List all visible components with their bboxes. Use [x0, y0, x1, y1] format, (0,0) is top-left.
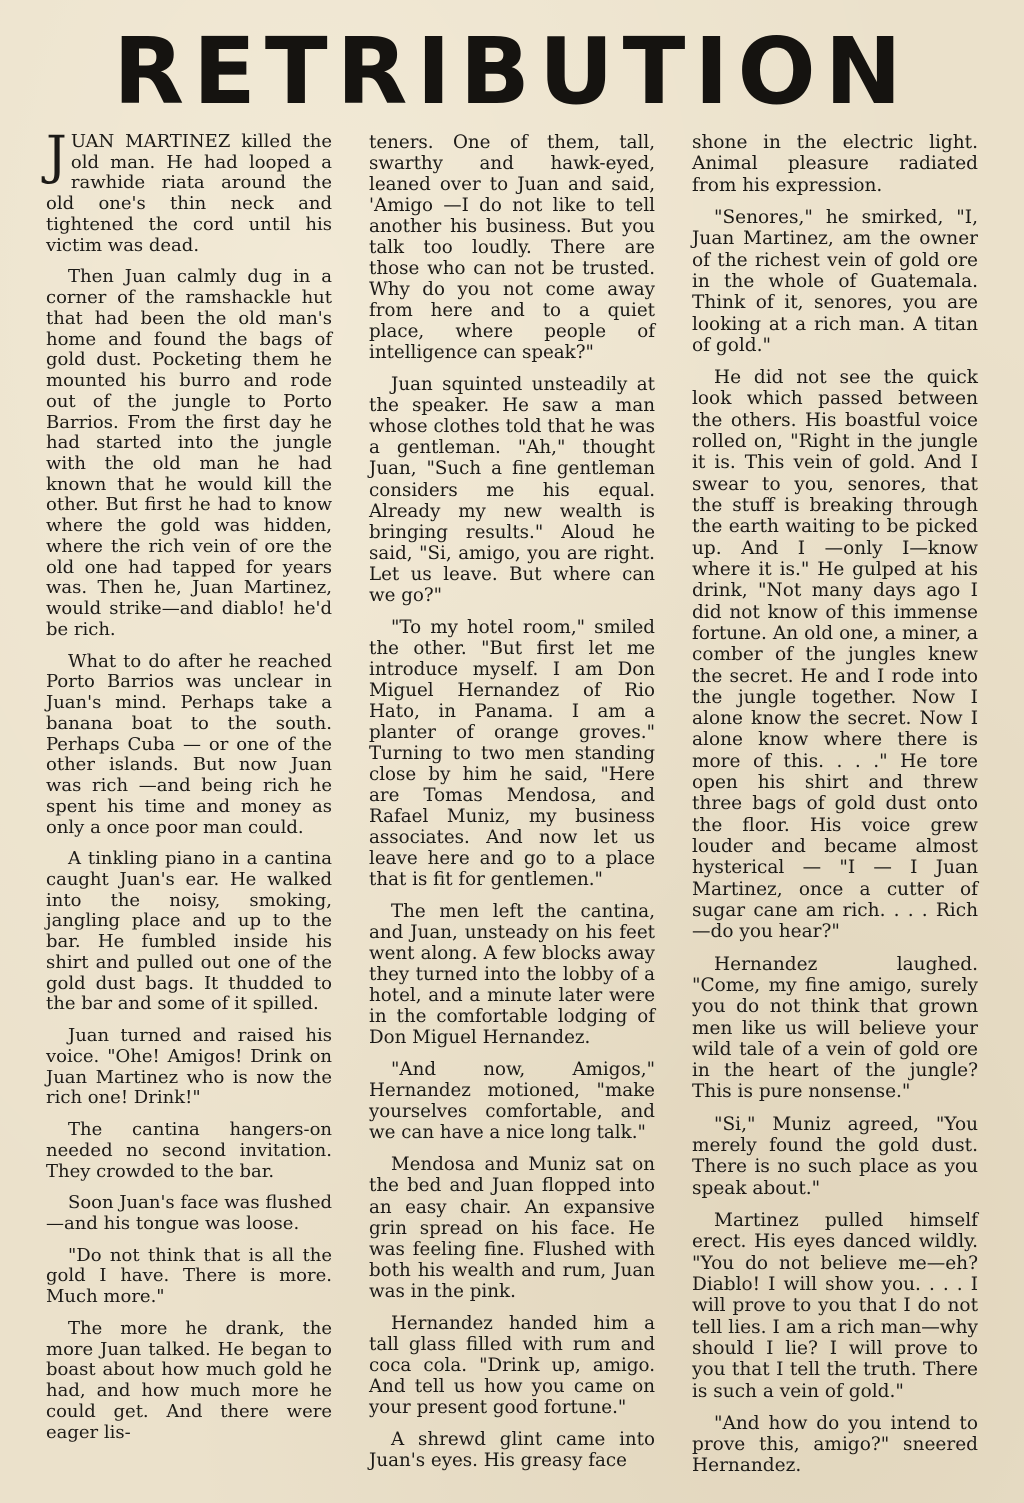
paragraph: "And now, Amigos," Hernandez motioned, "make yourselves comfortable, and we can have a nice long talk." [369, 1059, 655, 1144]
paragraph: He did not see the quick look which passed between the others. His boastful voice rolled on, "Right in the jungle it is. This vein of gold. And I swear to you, senores, that the stuff is breaking through the earth waiting to be picked up. And I —only I—know where it is." He gulped at his drink, "Not many days ago I did not know of this immense fortune. An old one, a miner, a comber of the jungles knew the secret. He and I rode into the jungle together. Now I alone know the secret. Now I alone know where there is more of this. . . ." He tore open his shirt and threw three bags of gold dust onto the floor. His voice grew louder and became almost hysterical — "I — I Juan Martinez, once a cutter of sugar cane am rich. . . . Rich—do you hear?" [692, 367, 978, 943]
paragraph: What to do after he reached Porto Barrios was unclear in Juan's mind. Perhaps take a banana boat to the south. Perhaps Cuba — or one of the other islands. But now Juan was rich —and being rich he spent his time and money as only a once poor man could. [46, 650, 332, 838]
paragraph: A tinkling piano in a cantina caught Juan's ear. He walked into the noisy, smoking, jangling place and up to the bar. He fumbled inside his shirt and pulled out one of the gold dust bags. It thudded to the bar and some of it spilled. [46, 848, 332, 1015]
paragraph: "Si," Muniz agreed, "You merely found the gold dust. There is no such place as you speak about." [692, 1113, 978, 1199]
paragraph: Hernandez handed him a tall glass filled with rum and coca cola. "Drink up, amigo. And tell us how you came on your present good fortune." [369, 1312, 655, 1418]
paragraph: Soon Juan's face was flushed —and his tongue was loose. [46, 1192, 332, 1234]
paragraph: A shrewd glint came into Juan's eyes. His greasy face [369, 1428, 655, 1471]
paragraph: Juan squinted unsteadily at the speaker. He saw a man whose clothes told that he was a gentleman. "Ah," thought Juan, "Such a fine gentleman considers me his equal. Already my new wealth is bringing results." Aloud he said, "Si, amigo, you are right. Let us leave. But where can we go?" [369, 374, 655, 606]
paragraph: Hernandez laughed. "Come, my fine amigo, surely you do not think that grown men like us will believe your wild tale of a vein of gold ore in the heart of the jungle? This is pure nonsense." [692, 953, 978, 1103]
paragraph: "And how do you intend to prove this, amigo?" sneered Hernandez. [692, 1412, 978, 1477]
paragraph: "Do not think that is all the gold I have. There is more. Much more." [46, 1244, 332, 1308]
paragraph: The more he drank, the more Juan talked. He began to boast about how much gold he had, and how much more he could get. And there were eager lis- [46, 1317, 332, 1443]
text-column-2 [369, 132, 655, 1482]
text-column-3 [692, 132, 978, 1488]
paragraph: The men left the cantina, and Juan, unsteady on his feet went along. A few blocks away they turned into the lobby of a hotel, and a minute later were in the comfortable lodging of Don Miguel Hernandez. [369, 901, 655, 1049]
paragraph: Juan turned and raised his voice. "Ohe! Amigos! Drink on Juan Martinez who is now the rich one! Drink!" [46, 1025, 332, 1109]
paragraph [46, 126, 332, 256]
paragraph: The cantina hangers-on needed no second invitation. They crowded to the bar. [46, 1119, 332, 1182]
story-title: RETRIBUTION [113, 18, 911, 125]
paragraph: shone in the electric light. Animal pleasure radiated from his expression. [692, 132, 978, 196]
paragraph: Mendosa and Muniz sat on the bed and Juan flopped into an easy chair. An expansive grin spread on his face. He was feeling fine. Flushed with both his wealth and rum, Juan was in the pink. [369, 1154, 655, 1302]
text-column-1 [46, 126, 332, 1454]
paragraph: "To my hotel room," smiled the other. "But first let me introduce myself. I am Don Miguel Hernandez of Rio Hato, in Panama. I am a planter of orange groves." Turning to two men standing close by him he said, "Here are Tomas Mendosa, and Rafael Muniz, my business associates. And now let us leave here and go to a place that is fit for gentlemen." [369, 616, 655, 891]
paragraph: "Senores," he smirked, "I, Juan Martinez, am the owner of the richest vein of gold ore in the whole of Guatemala. Think of it, senores, you are looking at a rich man. A titan of gold." [692, 206, 978, 356]
paragraph: teners. One of them, tall, swarthy and hawk-eyed, leaned over to Juan and said, 'Amigo —I do not like to tell another his business. But you talk too loudly. There are those who can not be trusted. Why do you not come away from here and to a quiet place, where people of intelligence can speak?" [369, 132, 655, 364]
drop-cap: J [46, 126, 67, 186]
paragraph-text: UAN MARTINEZ killed the old man. He had looped a rawhide riata around the old one's thin neck and tightened the cord until his victim was dead. [46, 131, 332, 256]
paragraph: Martinez pulled himself erect. His eyes danced wildly. "You do not believe me—eh? Diablo! I will show you. . . . I will prove to you that I do not tell lies. I am a rich man—why should I lie? I will prove to you that I tell the truth. There is such a vein of gold." [692, 1210, 978, 1402]
paragraph: Then Juan calmly dug in a corner of the ramshackle hut that had been the old man's home and found the bags of gold dust. Pocketing them he mounted his burro and rode out of the jungle to Porto Barrios. From the first day he had started into the jungle with the old man he had known that he would kill the other. But first he had to know where the gold was hidden, where the rich vein of ore the old one had tapped for years was. Then he, Juan Martinez, would strike—and diablo! he'd be rich. [46, 266, 332, 640]
